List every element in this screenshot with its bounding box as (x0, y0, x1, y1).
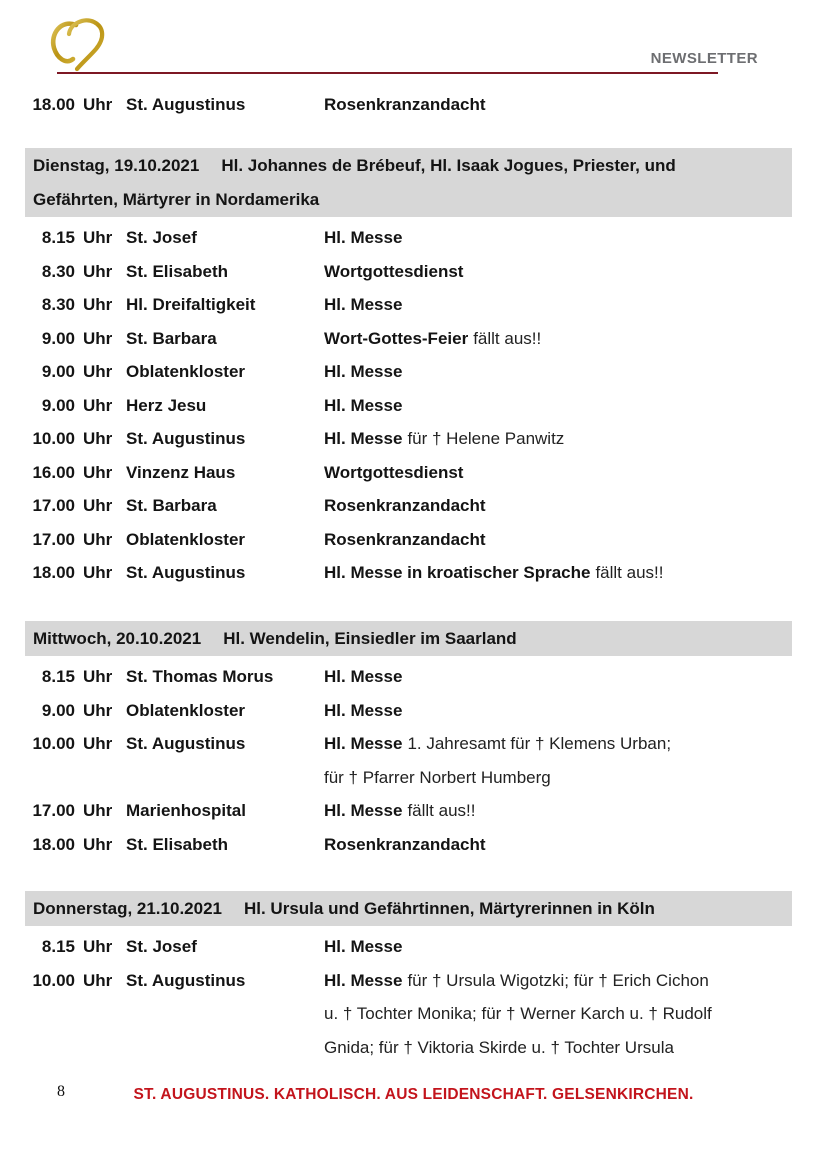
service-cell: Hl. Messe (324, 362, 403, 381)
place-cell: St. Barbara (126, 328, 217, 348)
service-note: 1. Jahresamt für † Klemens Urban; (407, 734, 672, 753)
uhr-label: Uhr (83, 801, 113, 820)
uhr-label: Uhr (83, 261, 113, 281)
time-cell: 17.00 (32, 529, 75, 549)
day-schedule (0, 930, 827, 1064)
service-note: fällt aus!! (473, 328, 542, 348)
day-description: Hl. Ursula und Gefährtinnen, Märtyrerinnen in Köln (243, 898, 655, 918)
day-schedule (0, 660, 827, 861)
schedule-row (25, 255, 797, 289)
service-cell: Hl. Messe 1. Jahresamt für † Klemens Urban; für † Pfarrer Norbert Humberg (324, 727, 797, 794)
parish-slogan: ST. AUGUSTINUS. KATHOLISCH. AUS LEIDENSCHAFT. GELSENKIRCHEN. (133, 1086, 694, 1103)
time-cell: 8.30 (41, 295, 75, 314)
service-cell: Hl. Messe für † Helene Panwitz (324, 429, 565, 448)
service-cell: Wortgottesdienst (324, 261, 464, 281)
service-cell: Hl. Messe für † Ursula Wigotzki; für † Erich Cichon u. † Tochter Monika; für † Werner Karch u. † Rudolf Gnida; für † Viktoria Skirde u. † Tochter Ursula (324, 964, 797, 1065)
service-cell: Hl. Messe (324, 395, 403, 415)
place-cell: St. Augustinus (126, 563, 246, 582)
schedule-row (25, 694, 797, 728)
day-description: Hl. Johannes de Brébeuf, Hl. Isaak Jogues, Priester, und (221, 156, 676, 175)
day-description: Hl. Wendelin, Einsiedler im Saarland (223, 628, 517, 648)
uhr-label: Uhr (83, 496, 113, 515)
service-note: für † Helene Panwitz (407, 429, 565, 448)
day-date: Mittwoch, 20.10.2021 (33, 628, 202, 648)
uhr-label: Uhr (83, 328, 113, 348)
service-cell: Hl. Messe (324, 937, 403, 956)
service-cell: Hl. Messe in kroatischer Sprache fällt aus!! (324, 563, 664, 582)
uhr-label: Uhr (83, 529, 113, 549)
place-cell: St. Josef (126, 937, 197, 956)
schedule-row (25, 794, 797, 828)
time-cell: 8.15 (41, 667, 75, 686)
schedule-row (25, 828, 797, 862)
time-cell: 9.00 (41, 328, 75, 348)
place-cell: Vinzenz Haus (126, 462, 236, 482)
place-cell: St. Augustinus (126, 429, 246, 448)
schedule-row (25, 88, 797, 122)
uhr-label: Uhr (83, 95, 113, 114)
schedule-row (25, 727, 797, 794)
time-cell: 8.15 (41, 937, 75, 956)
page-number: 8 (57, 1083, 65, 1100)
day-date: Dienstag, 19.10.2021 (33, 156, 200, 175)
uhr-label: Uhr (83, 295, 113, 314)
schedule-row (25, 556, 797, 590)
place-cell: St. Augustinus (126, 970, 246, 990)
time-cell: 18.00 (32, 563, 75, 582)
time-cell: 17.00 (32, 801, 75, 820)
uhr-label: Uhr (83, 937, 113, 956)
place-cell: St. Josef (126, 228, 197, 247)
schedule-row (25, 322, 797, 356)
service-note: für † Ursula Wigotzki; für † Erich Cichon (407, 970, 709, 990)
page-header (0, 0, 827, 85)
time-cell: 8.30 (41, 261, 75, 281)
service-note: fällt aus!! (595, 563, 664, 582)
time-cell: 10.00 (32, 429, 75, 448)
place-cell: St. Augustinus (126, 734, 246, 753)
time-cell: 9.00 (41, 395, 75, 415)
service-note-line2: u. † Tochter Monika; für † Werner Karch u. † Rudolf (324, 1004, 712, 1023)
service-cell: Rosenkranzandacht (324, 529, 486, 549)
newsletter-label: NEWSLETTER (650, 50, 758, 67)
schedule-row (25, 221, 797, 255)
uhr-label: Uhr (83, 734, 113, 753)
schedule-row (25, 422, 797, 456)
time-cell: 18.00 (32, 95, 75, 114)
service-cell: Hl. Messe (324, 700, 403, 720)
service-note-line2: für † Pfarrer Norbert Humberg (324, 767, 551, 787)
service-note-line3: Gnida; für † Viktoria Skirde u. † Tochter Ursula (324, 1037, 674, 1057)
service-cell: Hl. Messe (324, 228, 403, 247)
place-cell: St. Thomas Morus (126, 667, 274, 686)
place-cell: St. Augustinus (126, 95, 246, 114)
service-cell: Hl. Messe (324, 295, 403, 314)
uhr-label: Uhr (83, 834, 113, 854)
place-cell: Hl. Dreifaltigkeit (126, 295, 256, 314)
service-cell: Rosenkranzandacht (324, 834, 486, 854)
uhr-label: Uhr (83, 970, 113, 990)
uhr-label: Uhr (83, 429, 113, 448)
day-schedule (0, 221, 827, 590)
schedule-row (25, 355, 797, 389)
place-cell: Oblatenkloster (126, 700, 246, 720)
service-cell: Rosenkranzandacht (324, 95, 486, 114)
uhr-label: Uhr (83, 667, 113, 686)
uhr-label: Uhr (83, 362, 113, 381)
service-cell: Hl. Messe (324, 667, 403, 686)
time-cell: 17.00 (32, 496, 75, 515)
time-cell: 16.00 (32, 462, 75, 482)
schedule-row (25, 930, 797, 964)
header-rule (57, 72, 718, 74)
day-section-header (25, 148, 792, 217)
place-cell: Marienhospital (126, 801, 246, 820)
service-cell: Wortgottesdienst (324, 462, 464, 482)
schedule-row (25, 288, 797, 322)
uhr-label: Uhr (83, 228, 113, 247)
place-cell: Oblatenkloster (126, 362, 246, 381)
time-cell: 10.00 (32, 734, 75, 753)
place-cell: St. Elisabeth (126, 834, 229, 854)
schedule-row (25, 389, 797, 423)
heart-logo-icon (48, 16, 110, 79)
service-cell: Rosenkranzandacht (324, 496, 486, 515)
day-date: Donnerstag, 21.10.2021 (33, 898, 222, 918)
day-section-header (25, 621, 792, 657)
service-note: fällt aus!! (407, 801, 476, 820)
place-cell: Oblatenkloster (126, 529, 246, 549)
uhr-label: Uhr (83, 395, 113, 415)
schedule-row (25, 523, 797, 557)
day-description-line2: Gefährten, Märtyrer in Nordamerika (33, 189, 320, 209)
uhr-label: Uhr (83, 462, 113, 482)
time-cell: 10.00 (32, 970, 75, 990)
place-cell: St. Elisabeth (126, 261, 229, 281)
schedule-row (25, 456, 797, 490)
service-cell: Wort-Gottes-Feier fällt aus!! (324, 328, 542, 348)
schedule-row (25, 660, 797, 694)
place-cell: St. Barbara (126, 496, 217, 515)
time-cell: 9.00 (41, 362, 75, 381)
time-cell: 18.00 (32, 834, 75, 854)
schedule-row (25, 489, 797, 523)
schedule-row (25, 964, 797, 1065)
uhr-label: Uhr (83, 563, 113, 582)
place-cell: Herz Jesu (126, 395, 207, 415)
time-cell: 9.00 (41, 700, 75, 720)
day-section-header (25, 891, 792, 927)
uhr-label: Uhr (83, 700, 113, 720)
page-footer (0, 1080, 827, 1110)
service-cell: Hl. Messe fällt aus!! (324, 801, 476, 820)
time-cell: 8.15 (41, 228, 75, 247)
